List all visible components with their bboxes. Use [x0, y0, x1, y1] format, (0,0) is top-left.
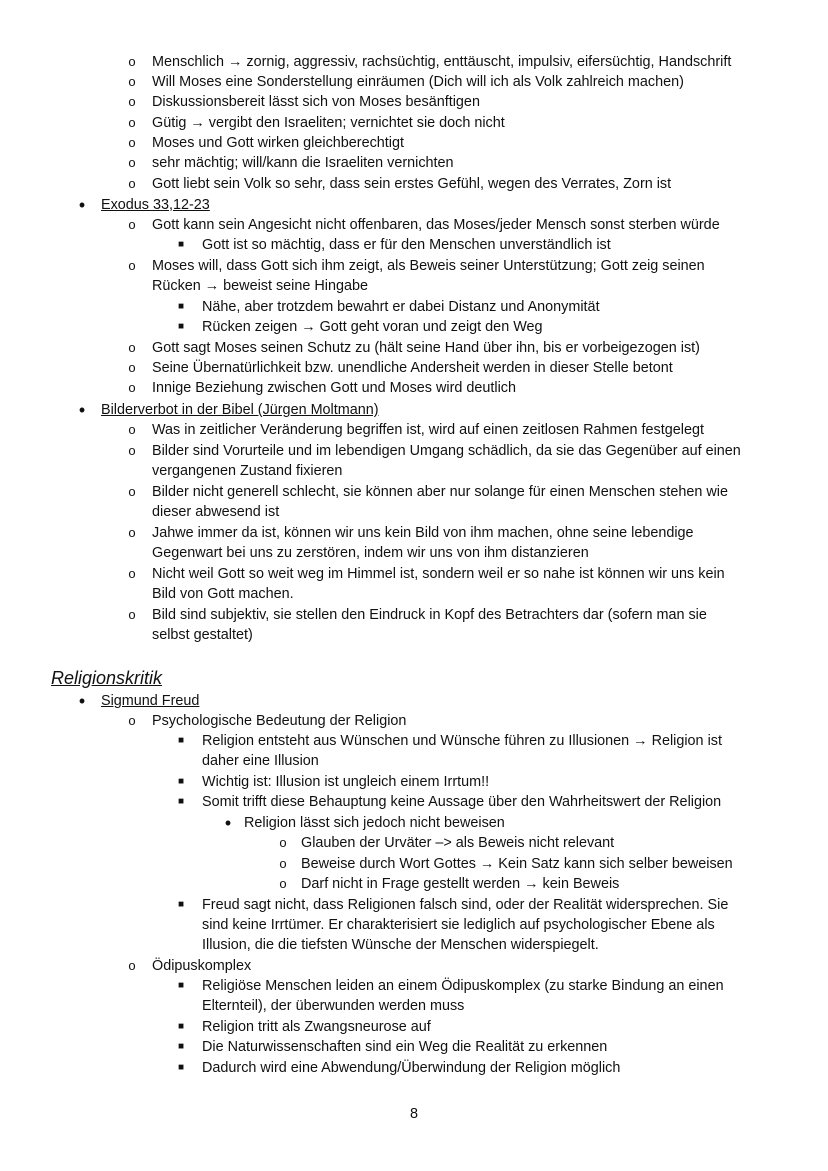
list-item-text: Bilder nicht generell schlecht, sie können aber nur solange für einen Menschen stehen wie: [152, 484, 728, 500]
square-bullet-icon: ■: [177, 899, 185, 910]
list-item: [0, 52, 828, 72]
circle-bullet-icon: o: [128, 607, 136, 622]
bullet-icon: •: [78, 400, 86, 420]
list-item-text: Nicht weil Gott so weit weg im Himmel ist, sondern weil er so nahe ist können wir uns kein: [152, 566, 725, 582]
circle-bullet-icon: o: [128, 422, 136, 437]
list-item-text: Gott liebt sein Volk so sehr, dass sein erstes Gefühl, wegen des Verrates, Zorn ist: [152, 176, 672, 192]
circle-bullet-icon: o: [128, 217, 136, 232]
list-item-text: Die Naturwissenschaften sind ein Weg die Realität zu erkennen: [202, 1039, 608, 1055]
circle-bullet-icon: o: [128, 54, 136, 69]
list-item: [0, 72, 828, 92]
list-item-text: Gütig → vergibt den Israeliten; vernichtet sie doch nicht: [152, 115, 505, 131]
square-bullet-icon: ■: [177, 301, 185, 312]
list-item-text: Wichtig ist: Illusion ist ungleich einem Irrtum!!: [202, 774, 490, 790]
list-item: [0, 691, 828, 711]
list-item-text: Psychologische Bedeutung der Religion: [152, 713, 407, 729]
list-item: [0, 174, 828, 194]
circle-bullet-icon: o: [128, 380, 136, 395]
list-item-text: dieser abwesend ist: [152, 504, 280, 520]
list-item-text: Gegenwart bei uns zu zerstören, indem wir uns von ihm distanzieren: [152, 545, 589, 561]
bullet-icon: •: [78, 691, 86, 711]
circle-bullet-icon: o: [128, 340, 136, 355]
list-item: [0, 1017, 828, 1037]
list-item-continuation: [0, 502, 828, 522]
list-item-text: Illusion, die die tiefsten Wünsche der Menschen widerspiegelt.: [202, 937, 599, 953]
section-title: Exodus 33,12-23: [101, 197, 210, 213]
list-item-text: Bild sind subjektiv, sie stellen den Eindruck in Kopf des Betrachters dar (sofern man sie: [152, 607, 707, 623]
circle-bullet-icon: o: [279, 835, 287, 850]
list-item-text: Freud sagt nicht, dass Religionen falsch sind, oder der Realität widersprechen. Sie: [202, 897, 729, 913]
list-item: [0, 358, 828, 378]
list-item-text: Seine Übernatürlichkeit bzw. unendliche Andersheit werden in dieser Stelle betont: [152, 360, 673, 376]
list-item-text: Will Moses eine Sonderstellung einräumen (Dich will ich als Volk zahlreich machen): [152, 74, 684, 90]
list-item-text: sind keine Irrtümer. Er charakterisiert sie lediglich auf psychologischer Ebene als: [202, 917, 715, 933]
square-bullet-icon: ■: [177, 1062, 185, 1073]
list-item-text: Bilder sind Vorurteile und im lebendigen Umgang schädlich, da sie das Gegenüber auf einen: [152, 443, 741, 459]
list-item: [0, 605, 828, 625]
square-bullet-icon: ■: [177, 980, 185, 991]
list-item-continuation: [0, 996, 828, 1016]
section-title: Bilderverbot in der Bibel (Jürgen Moltmann): [101, 402, 379, 418]
list-item: [0, 833, 828, 853]
list-item-continuation: [0, 935, 828, 955]
list-item-text: Religion tritt als Zwangsneurose auf: [202, 1019, 431, 1035]
circle-bullet-icon: o: [128, 115, 136, 130]
list-item: [0, 378, 828, 398]
list-item-text: vergangenen Zustand fixieren: [152, 463, 343, 479]
list-item: [0, 195, 828, 215]
list-item-text: daher eine Illusion: [202, 753, 319, 769]
circle-bullet-icon: o: [128, 360, 136, 375]
list-item-continuation: [0, 461, 828, 481]
circle-bullet-icon: o: [279, 856, 287, 871]
list-item: [0, 1037, 828, 1057]
list-item: [0, 854, 828, 874]
circle-bullet-icon: o: [128, 713, 136, 728]
list-item-text: Moses will, dass Gott sich ihm zeigt, als Beweis seiner Unterstützung; Gott zeig seinen: [152, 258, 705, 274]
list-item-text: Was in zeitlicher Veränderung begriffen ist, wird auf einen zeitlosen Rahmen festgelegt: [152, 422, 704, 438]
list-item: [0, 895, 828, 915]
circle-bullet-icon: o: [279, 876, 287, 891]
list-item-continuation: [0, 751, 828, 771]
circle-bullet-icon: o: [128, 135, 136, 150]
list-item-text: Elternteil), der überwunden werden muss: [202, 998, 465, 1014]
circle-bullet-icon: o: [128, 958, 136, 973]
square-bullet-icon: ■: [177, 321, 185, 332]
list-item-text: Ödipuskomplex: [152, 958, 252, 974]
square-bullet-icon: ■: [177, 1041, 185, 1052]
circle-bullet-icon: o: [128, 443, 136, 458]
list-item: [0, 92, 828, 112]
circle-bullet-icon: o: [128, 566, 136, 581]
list-item-text: Religiöse Menschen leiden an einem Ödipuskomplex (zu starke Bindung an einen: [202, 978, 724, 994]
list-item: [0, 564, 828, 584]
list-item: [0, 772, 828, 792]
circle-bullet-icon: o: [128, 258, 136, 273]
list-item: [0, 400, 828, 420]
list-item-continuation: [0, 915, 828, 935]
bullet-icon: •: [78, 195, 86, 215]
list-item-text: Nähe, aber trotzdem bewahrt er dabei Distanz und Anonymität: [202, 299, 600, 315]
list-item: [0, 441, 828, 461]
list-item-text: Bild von Gott machen.: [152, 586, 294, 602]
list-item-continuation: [0, 543, 828, 563]
list-item-continuation: [0, 584, 828, 604]
list-item: [0, 420, 828, 440]
list-item-text: Diskussionsbereit lässt sich von Moses besänftigen: [152, 94, 480, 110]
list-item: [0, 153, 828, 173]
list-item-continuation: [0, 625, 828, 645]
list-item: [0, 297, 828, 317]
square-bullet-icon: ■: [177, 239, 185, 250]
circle-bullet-icon: o: [128, 484, 136, 499]
section-title: Sigmund Freud: [101, 693, 200, 709]
list-item-text: Dadurch wird eine Abwendung/Überwindung der Religion möglich: [202, 1060, 621, 1076]
list-item: [0, 976, 828, 996]
list-item-text: Religion lässt sich jedoch nicht beweisen: [244, 815, 505, 831]
list-item: [0, 256, 828, 276]
list-item-continuation: [0, 276, 828, 296]
list-item-text: Innige Beziehung zwischen Gott und Moses wird deutlich: [152, 380, 516, 396]
list-item-text: Menschlich → zornig, aggressiv, rachsüchtig, enttäuscht, impulsiv, eifersüchtig, Handschrift: [152, 54, 732, 70]
list-item: [0, 317, 828, 337]
list-item-text: Gott ist so mächtig, dass er für den Menschen unverständlich ist: [202, 237, 611, 253]
list-item-text: Moses und Gott wirken gleichberechtigt: [152, 135, 404, 151]
list-item-text: Rücken → beweist seine Hingabe: [152, 278, 368, 294]
list-item: [0, 956, 828, 976]
list-item-text: Somit trifft diese Behauptung keine Aussage über den Wahrheitswert der Religion: [202, 794, 722, 810]
circle-bullet-icon: o: [128, 525, 136, 540]
list-item: [0, 235, 828, 255]
list-item: [0, 792, 828, 812]
list-item-text: sehr mächtig; will/kann die Israeliten vernichten: [152, 155, 454, 171]
list-item-text: Gott kann sein Angesicht nicht offenbaren, das Moses/jeder Mensch sonst sterben würde: [152, 217, 720, 233]
bullet-icon: •: [224, 813, 232, 833]
list-item-text: Darf nicht in Frage gestellt werden → kein Beweis: [301, 876, 620, 892]
list-item: [0, 1058, 828, 1078]
circle-bullet-icon: o: [128, 155, 136, 170]
section-heading: Religionskritik: [51, 668, 163, 688]
square-bullet-icon: ■: [177, 1021, 185, 1032]
list-item-text: Glauben der Urväter –> als Beweis nicht relevant: [301, 835, 615, 851]
page-number: 8: [409, 1106, 418, 1122]
square-bullet-icon: ■: [177, 796, 185, 807]
list-item: [0, 731, 828, 751]
list-item: [0, 338, 828, 358]
circle-bullet-icon: o: [128, 176, 136, 191]
circle-bullet-icon: o: [128, 74, 136, 89]
list-item-text: Jahwe immer da ist, können wir uns kein Bild von ihm machen, ohne seine lebendige: [152, 525, 694, 541]
list-item-text: Gott sagt Moses seinen Schutz zu (hält seine Hand über ihn, bis er vorbeigezogen ist): [152, 340, 700, 356]
list-item-text: Rücken zeigen → Gott geht voran und zeigt den Weg: [202, 319, 543, 335]
list-item: [0, 874, 828, 894]
square-bullet-icon: ■: [177, 776, 185, 787]
list-item: [0, 523, 828, 543]
list-item: [0, 813, 828, 833]
list-item: [0, 215, 828, 235]
list-item: [0, 133, 828, 153]
circle-bullet-icon: o: [128, 94, 136, 109]
square-bullet-icon: ■: [177, 735, 185, 746]
list-item: [0, 113, 828, 133]
list-item-text: Religion entsteht aus Wünschen und Wünsche führen zu Illusionen → Religion ist: [202, 733, 722, 749]
list-item-text: Beweise durch Wort Gottes → Kein Satz kann sich selber beweisen: [301, 856, 733, 872]
list-item-text: selbst gestaltet): [152, 627, 253, 643]
list-item: [0, 711, 828, 731]
list-item: [0, 482, 828, 502]
